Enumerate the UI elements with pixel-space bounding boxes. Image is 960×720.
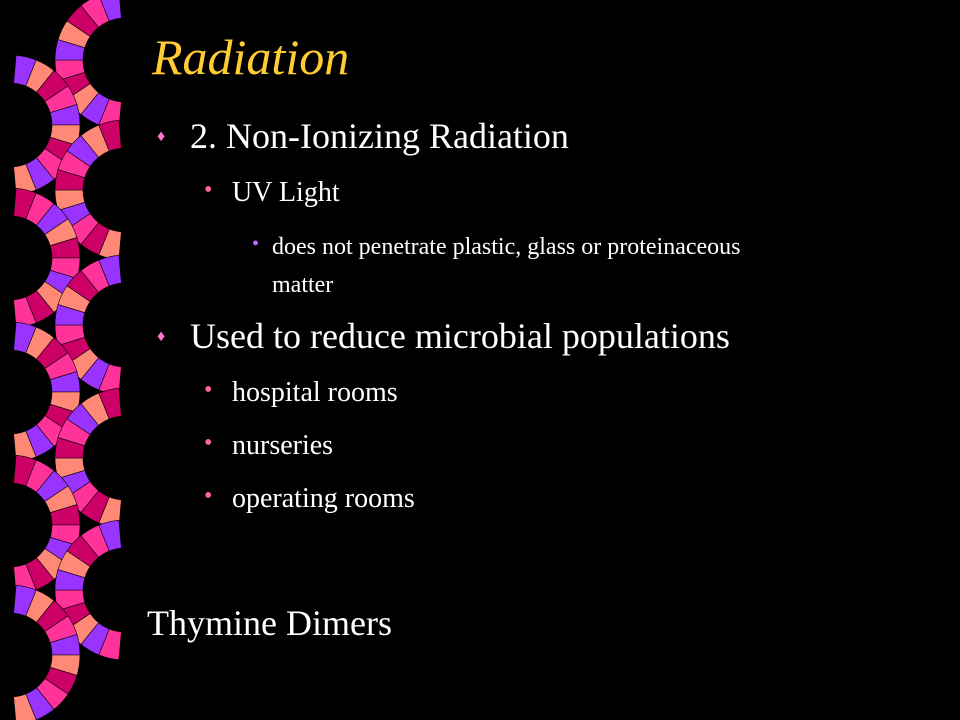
bullet-text: UV Light [232,177,340,208]
bullet-text-line1: does not penetrate plastic, glass or proteinaceous [272,234,741,260]
bullet-level2-item [204,177,340,209]
thymine-dimers-label: Thymine Dimers [147,603,392,643]
bullet-text-line2: matter [272,272,334,299]
bullet-level1-item [157,316,730,357]
dot-bullet-icon: • [252,233,260,255]
bullet-level2-item [204,377,398,409]
bullet-text: Used to reduce microbial populations [190,316,730,356]
dot-bullet-icon: • [204,177,213,203]
diamond-bullet-icon: ♦ [157,128,166,145]
bullet-level2-item [204,483,415,515]
bullet-text: operating rooms [232,483,415,514]
dot-bullet-icon: • [204,430,213,456]
dot-bullet-icon: • [204,377,213,403]
dot-bullet-icon: • [204,483,213,509]
bullet-level2-item [204,430,334,462]
bullet-text: 2. Non-Ionizing Radiation [190,116,569,156]
bullet-text: nurseries [232,430,334,461]
diamond-bullet-icon: ♦ [157,328,166,345]
bullet-text: hospital rooms [232,377,398,408]
bullet-level1-item [157,116,569,157]
bullet-level3-item [252,228,922,305]
slide-title: Radiation [152,29,350,85]
